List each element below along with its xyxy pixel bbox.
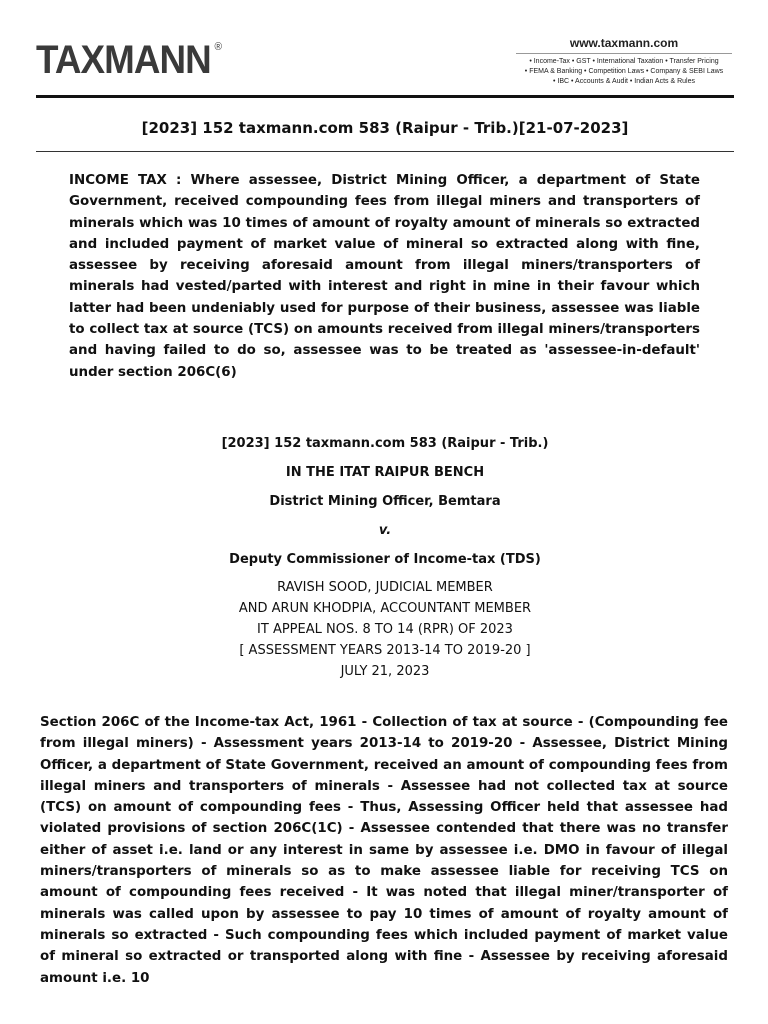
member-2: AND ARUN KHODPIA, ACCOUNTANT MEMBER: [238, 601, 532, 616]
case-details: [36, 436, 734, 682]
page-header: [0, 0, 768, 100]
case-citation: [2023] 152 taxmann.com 583 (Raipur - Trib.): [221, 436, 549, 451]
taxmann-logo: [36, 40, 221, 80]
member-1: RAVISH SOOD, JUDICIAL MEMBER: [277, 580, 493, 595]
respondent-name: Deputy Commissioner of Income-tax (TDS): [229, 552, 541, 567]
case-summary-paragraph: Section 206C of the Income-tax Act, 1961 - Collection of tax at source - (Compounding fee from illegal miners) - Assessment years 2013-14 to 2019-20 - Assessee, District Mining Officer, a department of State Government, received an amount of compounding fees from illegal miners and transporters of minerals - Assessee had not collected tax at source (TCS) on amount of compounding fees - Thus, Assessing Officer held that assessee had violated provisions of section 206C(1C) - Assessee contended that there was no transfer either of asset i.e. land or any interest in same by assessee i.e. DMO in favour of illegal miners/transporters of minerals so as to make assessee liable for receiving TCS on amount of compounding fees received - It was noted that illegal miner/transporter of minerals was called upon by assessee to pay 10 times of amount of royalty amount of minerals so extracted - Such compounding fees which included payment of market value of mineral so extracted or transported along with fine - Assessee by receiving aforesaid amount i.e. 10: [40, 715, 728, 986]
site-topics-line-1: • Income-Tax • GST • International Taxation • Transfer Pricing: [529, 58, 719, 65]
title-divider: [36, 151, 734, 152]
appellant-name: District Mining Officer, Bemtara: [269, 494, 501, 509]
bench-name: IN THE ITAT RAIPUR BENCH: [285, 465, 485, 480]
header-divider: [36, 95, 734, 98]
logo-text: TAXMANN: [36, 38, 211, 82]
appeal-numbers: IT APPEAL NOS. 8 TO 14 (RPR) OF 2023: [257, 622, 513, 637]
site-topics-line-3: • IBC • Accounts & Audit • Indian Acts & Rules: [553, 78, 695, 85]
versus-label: v.: [378, 523, 392, 538]
assessment-years: [ ASSESSMENT YEARS 2013-14 TO 2019-20 ]: [239, 643, 531, 658]
headnote: INCOME TAX : Where assessee, District Mining Officer, a department of State Government, received compounding fees from illegal miners and transporters of minerals which was 10 times of amount of royalty amount of minerals so extracted and included payment of market value of mineral so extracted along with fine, assessee by receiving aforesaid amount from illegal miners/transporters of minerals had vested/parted with interest and right in mine in their favour which latter had been undeniably used for purpose of their business, assessee was liable to collect tax at source (TCS) on amounts received from illegal miners/transporters and having failed to do so, assessee was to be treated as 'assessee-in-default' under section 206C(6): [69, 173, 700, 380]
site-url[interactable]: www.taxmann.com: [569, 36, 679, 50]
judgment-date: JULY 21, 2023: [340, 664, 430, 679]
site-topics-line-2: • FEMA & Banking • Competition Laws • Company & SEBI Laws: [524, 68, 724, 75]
site-divider: [516, 53, 732, 54]
registered-mark: ®: [214, 41, 222, 53]
site-info: [516, 36, 732, 87]
page-title-citation: [2023] 152 taxmann.com 583 (Raipur - Trib.)[21-07-2023]: [141, 119, 629, 137]
